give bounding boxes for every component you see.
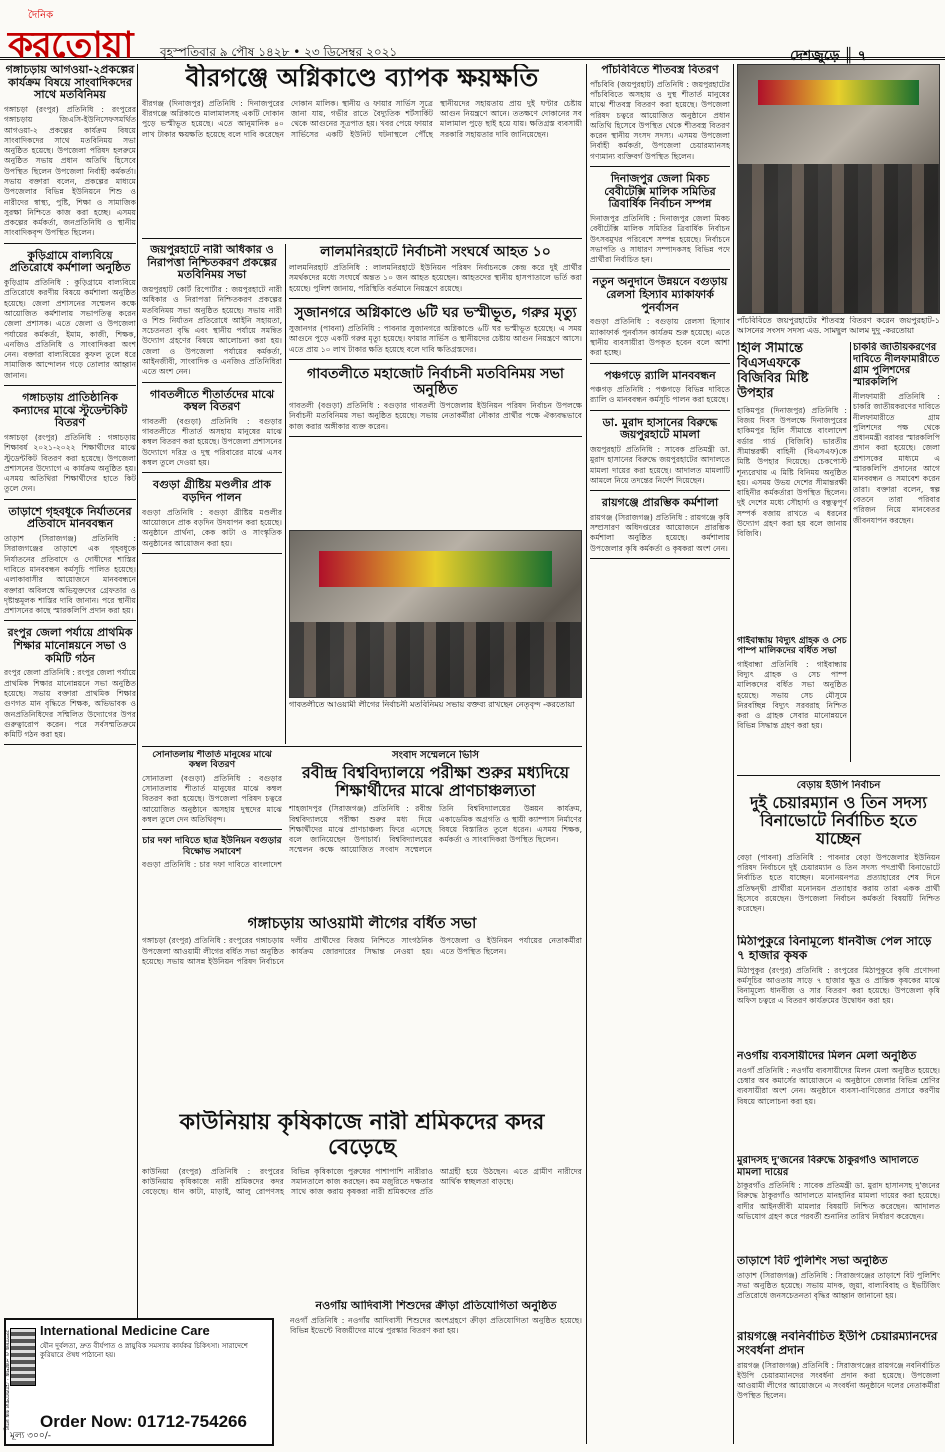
gangachara-story [142, 915, 582, 1105]
story-text: গঙ্গাচড়া (রংপুর) প্রতিনিধি : গঙ্গাচড়ায় শিক্ষাবর্ষ ২০২১-২০২২ শিক্ষার্থীদের মাঝে স্টুডেন্টকিট বিতরণ করা হয়েছে। উপজেলা প্রশাসনের উদ্যোগে এ কার্যক্রম অনুষ্ঠিত হয়। এসময় অতিথিরা শিক্ষার্থীদের হাতে কিট তুলে দেন। [4, 432, 136, 494]
newspaper-logo: করতোয়া [8, 25, 133, 66]
story-text: জয়পুরহাট প্রতিনিধি : সাবেক প্রতিমন্ত্রী ডা. মুরাদ হাসানের বিরুদ্ধে জয়পুরহাটের আদালতে মামলা দায়ের করা হয়েছে। আদালত মামলাটি আমলে নিয়ে তদন্তের নির্দেশ দিয়েছেন। [590, 445, 730, 485]
col3-stories [289, 244, 582, 437]
winter-clothes-photo [737, 64, 940, 314]
tarash-story [737, 1255, 940, 1325]
story-text: লালমনিরহাট প্রতিনিধি : লালমনিরহাটে ইউনিয়ন পরিষদ নির্বাচনকে কেন্দ্র করে দুই প্রার্থীর সমর্থকদের মধ্যে সংঘর্ষে অন্তত ১০ জন আহত হয়েছেন। আহতদের স্থানীয় হাসপাতালে ভর্তি করা হয়েছে। পুলিশ জানায়, পরিস্থিতি বর্তমানে নিয়ন্ত্রণে রয়েছে। [289, 263, 582, 293]
col1-stories [4, 64, 136, 745]
bera-story [737, 780, 940, 930]
story-headline: পঞ্চগড়ে র‌্যালি মানববন্ধন [604, 368, 716, 382]
naogaon-sports-text: নওগাঁ প্রতিনিধি : নওগাঁয় আদিবাসী শিশুদের অংশগ্রহণে ক্রীড়া প্রতিযোগিতা অনুষ্ঠিত হয়েছে। বিভিন্ন ইভেন্টে বিজয়ীদের মাঝে পুরস্কার বিতরণ করা হয়। [290, 1315, 582, 1335]
story-headline: গাবতলীতে শীতার্তদের মাঝে কম্বল বিতরণ [149, 387, 275, 414]
story [590, 276, 730, 363]
hili-text: হাকিমপুর (দিনাজপুর) প্রতিনিধি : বিজয় দিবস উপলক্ষে দিনাজপুরের হাকিমপুর হিলি সীমান্তে বাংলাদেশ বর্ডার গার্ড (বিজিবি) ভারতীয় সীমান্তরক্ষী বাহিনী (বিএসএফ)কে মিষ্টি উপহার দিয়েছে। চেকপোস্ট শূন্যরেখায় এ মিষ্টি বিনিময় অনুষ্ঠিত হয়। এসময় উভয় দেশের সীমান্তরক্ষী বাহিনীর কর্মকর্তারা উপস্থিত ছিলেন। দুই দেশের মধ্যে সৌহার্দ্য ও বন্ধুত্বপূর্ণ সম্পর্ক বজায় রাখতে এ ধরনের উদ্যোগ গ্রহণ করা হয় বলে জানায় বিজিবি। [737, 405, 847, 539]
story-text: বগুড়া প্রতিনিধি : চার দফা দাবিতে বাংলাদেশ [142, 859, 282, 869]
story-text: গাবতলী (বগুড়া) প্রতিনিধি : বগুড়ার গাবতলী উপজেলায় ইউনিয়ন পরিষদ নির্বাচন উপলক্ষে নির্বাচনী মতবিনিময় সভা অনুষ্ঠিত হয়েছে। সভায় নেতাকর্মীরা নৌকার প্রার্থীর পক্ষে ঐক্যবদ্ধভাবে কাজ করার অঙ্গীকার ব্যক্ত করেন। [289, 401, 582, 431]
story [4, 250, 136, 386]
story [590, 64, 730, 167]
story-headline: পাঁচবিবিতে শীতবস্ত্র বিতরণ [601, 64, 719, 76]
story-text: বগুড়া প্রতিনিধি : বগুড়ায় রেলসা হিস্যাব ম্যাকাফার্ক পুনর্বাসন কার্যক্রম শুরু হয়েছে। এতে স্থানীয় ব্যবসায়ীরা উপকৃত হবেন বলে আশা করা হচ্ছে। [590, 317, 730, 358]
kaunia-headline: কাউনিয়ায় কৃষিকাজে নারী শ্রমিকদের কদর বেড়েছে [179, 1110, 545, 1161]
page-number: ৭ [857, 48, 867, 64]
story [4, 64, 136, 244]
story [142, 389, 282, 474]
imprint-line: সম্পাদক ও প্রকাশক : মোজাম্মেল হক লালু [3, 1330, 10, 1431]
press-text: শাহজাদপুর (সিরাজগঞ্জ) প্রতিনিধি : রবীন্দ্র বিশ্ববিদ্যালয়ে পরীক্ষা শুরুর মধ্য দিয়ে শিক্ষার্থীদের মাঝে প্রাণচাঞ্চল্য ফিরে এসেছে বলে জানিয়েছেন উপাচার্য। বিশ্ববিদ্যালয়ের সম্মেলন কক্ষে আয়োজিত সংবাদ সম্মেলনে তিনি বিশ্ববিদ্যালয়ের উন্নয়ন কার্যক্রম, একাডেমিক অগ্রগতি ও স্থায়ী ক্যাম্পাস নির্মাণের বিষয়ে বিস্তারিত তুলে ধরেন। এসময় শিক্ষক, কর্মকর্তা ও সাংবাদিকরা উপস্থিত ছিলেন। [289, 804, 582, 855]
dateline: বৃহস্পতিবার ৯ পৌষ ১৪২৮ • ২৩ ডিসেম্বর ২০২১ [160, 45, 398, 59]
column-3 [289, 244, 582, 519]
story-text: গঙ্গাচড়া (রংপুর) প্রতিনিধি : রংপুরের গঙ্গাচড়ায় জিএসি-ইউনিসেফসমর্থিত আগওয়া-২ প্রকল্পের কার্যক্রম বিষয়ে সাংবাদিকদের সাথে মতবিনিময় সভা অনুষ্ঠিত হয়েছে। উপজেলা পরিষদ হলরুমে অনুষ্ঠিত সভায় প্রধান অতিথি হিসেবে উপস্থিত ছিলেন উপজেলা নির্বাহী কর্মকর্তা। সভায় বক্তারা বলেন, প্রকল্পের মাধ্যমে উপজেলার বিভিন্ন ইউনিয়নে শিশু ও নারীদের স্বাস্থ্য, পুষ্টি, শিক্ষা ও সামাজিক সুরক্ষা নিশ্চিতে কাজ করা হচ্ছে। এসময় প্রকল্পের কর্মকর্তা, জনপ্রতিনিধি ও স্থানীয় সাংবাদিকবৃন্দ উপস্থিত ছিলেন। [4, 104, 136, 238]
story [289, 305, 582, 360]
section-name: দেশজুড়ে ║ ৭ [790, 48, 867, 64]
story-headline: তাড়াশে গৃহবধূকে নির্যাতনের প্রতিবাদে মানববন্ধন [8, 504, 132, 531]
gaibandha-text: গাইবান্ধা প্রতিনিধি : গাইবান্ধায় বিদ্যুৎ গ্রাহক ও সেচ পাম্প মালিকদের বর্ধিত সভা অনুষ্ঠিত হয়েছে। সভায় সেচ মৌসুমে নিরবচ্ছিন্ন বিদ্যুৎ সরবরাহ নিশ্চিত করা ও গ্রাহক সেবার মানোন্নয়নে বিভিন্ন সিদ্ধান্ত গ্রহণ করা হয়। [737, 659, 847, 731]
story [142, 244, 282, 383]
story-headline: রংপুর জেলা পর্যায়ে প্রাথমিক শিক্ষার মানোন্নয়নে সভা ও কমিটি গঠন [7, 626, 133, 665]
kaunia-text: কাউনিয়া (রংপুর) প্রতিনিধি : রংপুরের কাউনিয়ায় কৃষিকাজে নারী শ্রমিকদের কদর বেড়েছে। ধান কাটা, মাড়াই, আলু রোপণসহ বিভিন্ন কৃষিকাজে পুরুষের পাশাপাশি নারীরাও সমানতালে কাজ করছেন। কম মজুরিতে দক্ষতার সাথে কাজ করায় কৃষকরা নারী শ্রমিকদের প্রতি আগ্রহী হয়ে উঠছেন। এতে গ্রামীণ নারীদের আর্থিক স্বচ্ছলতা বাড়ছে। [142, 1166, 582, 1197]
thakurgaon-story [737, 1155, 940, 1250]
story [590, 497, 730, 559]
chakri-story [853, 342, 940, 762]
bera-kicker: বেড়ায় ইউপি নির্বাচন [796, 780, 881, 791]
press-conference-story [289, 750, 582, 910]
medicine-advertisement [4, 1318, 274, 1446]
mithapukur-text: মিঠাপুকুর (রংপুর) প্রতিনিধি : রংপুরের মিঠাপুকুরে কৃষি প্রণোদনা কর্মসূচির আওতায় সাড়ে ৭ হাজার ক্ষুদ্র ও প্রান্তিক কৃষকের মাঝে বিনামূল্যে ধানবীজ ও সার বিতরণ করা হয়েছে। উপজেলা কৃষি অফিস চত্বরে এ বিতরণ কার্যক্রমের উদ্বোধন করা হয়। [737, 965, 940, 1006]
story-text: পঞ্চগড় প্রতিনিধি : পঞ্চগড়ে বিভিন্ন দাবিতে র‌্যালি ও মানববন্ধন কর্মসূচি পালন করা হয়েছে। [590, 385, 730, 405]
lead-text: বীরগঞ্জ (দিনাজপুর) প্রতিনিধি : দিনাজপুরের বীরগঞ্জে অগ্নিকাণ্ডে মালামালসহ একটি দোকান পুড়ে ভস্মীভূত হয়েছে। এতে আনুমানিক ৪০ লাখ টাকার ক্ষয়ক্ষতি হয়েছে বলে দাবি করেছেন দোকান মালিক। স্থানীয় ও ফায়ার সার্ভিস সূত্রে জানা যায়, গভীর রাতে বৈদ্যুতিক শর্টসার্কিট থেকে আগুনের সূত্রপাত হয়। খবর পেয়ে ফায়ার সার্ভিসের একটি ইউনিট ঘটনাস্থলে পৌঁছে স্থানীয়দের সহায়তায় প্রায় দুই ঘণ্টার চেষ্টায় আগুন নিয়ন্ত্রণে আনে। ততক্ষণে দোকানের সব মালামাল পুড়ে ছাই হয়ে যায়। ক্ষতিগ্রস্ত ব্যবসায়ী সরকারি সহায়তার দাবি জানিয়েছেন। [142, 98, 582, 139]
story-headline: বগুড়া গ্রীষ্টিয় মণ্ডলীর প্রাক বড়দিন পালন [153, 478, 271, 504]
naogaon-sports-story [290, 1300, 582, 1448]
ad-order-phone[interactable]: Order Now: 01712-754266 [40, 1412, 247, 1431]
ad-title: International Medicine Care [40, 1323, 210, 1338]
col4-stories [590, 64, 730, 559]
press-headline: রবীন্দ্র বিশ্ববিদ্যালয়ে পরীক্ষা শুরুর মধ্যদিয়ে শিক্ষার্থীদের মাঝে প্রাণচাঞ্চল্যতা [301, 762, 570, 800]
gaibandha-headline: গাইবান্ধায় বিদ্যুৎ গ্রাহক ও সেচ পাম্প মালিকদের বর্ধিত সভা [737, 636, 847, 657]
bera-text: বেড়া (পাবনা) প্রতিনিধি : পাবনার বেড়া উপজেলার ইউনিয়ন পরিষদ নির্বাচনে দুই চেয়ারম্যান ও তিন সদস্য পদপ্রার্থী বিনাভোটে নির্বাচিত হতে যাচ্ছেন। মনোনয়নপত্র প্রত্যাহারের শেষ দিনে প্রতিদ্বন্দ্বী প্রার্থীরা মনোনয়ন প্রত্যাহার করায় তারা একক প্রার্থী হিসেবে রয়েছেন। উপজেলা নির্বাচন কর্মকর্তা বিষয়টি নিশ্চিত করেছেন। [737, 852, 940, 914]
story [142, 750, 282, 830]
story-headline: দিনাজপুর জেলা মিকচ বেবীটেক্সি মালিক সমিতির ত্রিবার্ষিক নির্বাচন সম্পন্ন [604, 172, 716, 211]
story [4, 627, 136, 745]
bera-headline: দুই চেয়ারম্যান ও তিন সদস্য বিনাভোটে নির্বাচিত হতে যাচ্ছেন [750, 792, 927, 849]
ad-body: যৌন দুর্বলতা, দ্রুত বীর্যপাত ও স্নায়ুবিক সমস্যায় কার্যকর চিকিৎসা। সারাদেশে কুরিয়ারে ঔষধ পাঠানো হয়। [40, 1342, 248, 1359]
tarash-headline: তাড়াশে বিট পুলিশিং সভা অনুষ্ঠিত [737, 1255, 888, 1267]
hili-story [737, 342, 847, 632]
story-text: সুজানগর (পাবনা) প্রতিনিধি : পাবনার সুজানগরে অগ্নিকাণ্ডে ৬টি ঘর ভস্মীভূত হয়েছে। এ সময় আগুনে পুড়ে একটি গরুর মৃত্যু হয়েছে। ফায়ার সার্ভিস ও স্থানীয়দের চেষ্টায় আগুন নিয়ন্ত্রণে আসে। এতে প্রায় ১০ লাখ টাকার ক্ষতি হয়েছে বলে দাবি ক্ষতিগ্রস্তদের। [289, 324, 582, 354]
gaibandha-story [737, 636, 847, 756]
story [289, 244, 582, 299]
press-kicker: সংবাদ সম্মেলনে ভিসি [392, 750, 479, 761]
col2-lower-stories [142, 750, 282, 870]
naogaon-mela-text: নওগাঁ প্রতিনিধি : নওগাঁয় ব্যবসায়ীদের মিলন মেলা অনুষ্ঠিত হয়েছে। চেম্বার অব কমার্সের আয়োজনে এ অনুষ্ঠানে জেলার বিভিন্ন শ্রেণির ব্যবসায়ীরা অংশ নেন। অনুষ্ঠানে ব্যবসা-বাণিজ্যের প্রসারে করণীয় বিষয়ে আলোচনা করা হয়। [737, 1065, 940, 1106]
story-text: তাড়াশ (সিরাজগঞ্জ) প্রতিনিধি : সিরাজগঞ্জের তাড়াশে এক গৃহবধূকে নির্যাতনের প্রতিবাদে ও দোষীদের শাস্তির দাবিতে মানববন্ধন কর্মসূচি পালিত হয়েছে। এলাকাবাসীর আয়োজনে মানববন্ধনে বক্তারা অবিলম্বে অভিযুক্তদের গ্রেফতার ও দৃষ্টান্তমূলক শাস্তির দাবি জানান। পরে স্থানীয় প্রশাসনের কাছে স্মারকলিপি প্রদান করা হয়। [4, 534, 136, 616]
story-headline: সোনাতলায় শীতার্ত মানুষের মাঝে কম্বল বিতরণ [152, 750, 272, 771]
story-headline: সুজানগরে অগ্নিকাণ্ডে ৬টি ঘর ভস্মীভূত, গরুর মৃত্যু [294, 304, 577, 321]
column-4 [590, 64, 730, 1444]
naogaon-mela-story [737, 1050, 940, 1150]
gangachara-text: গঙ্গাচড়া (রংপুর) প্রতিনিধি : রংপুরের গঙ্গাচড়ায় উপজেলা আওয়ামী লীগের বর্ধিত সভা অনুষ্ঠিত হয়েছে। সভায় আসন্ন ইউনিয়ন পরিষদ নির্বাচনে দলীয় প্রার্থীদের বিজয় নিশ্চিতে সাংগঠনিক কার্যক্রম জোরদারের সিদ্ধান্ত নেওয়া হয়। উপজেলা ও ইউনিয়ন পর্যায়ের নেতাকর্মীরা এতে উপস্থিত ছিলেন। [142, 936, 582, 966]
thakurgaon-text: ঠাকুরগাঁও প্রতিনিধি : সাবেক প্রতিমন্ত্রী ডা. মুরাদ হাসানসহ দু'জনের বিরুদ্ধে ঠাকুরগাঁও আদালতে মানহানির মামলা দায়ের করা হয়েছে। বাদীর আইনজীবী মামলার বিষয়টি নিশ্চিত করেছেন। আদালত অভিযোগ গ্রহণ করে পরবর্তী শুনানির তারিখ নির্ধারণ করেছেন। [737, 1181, 940, 1221]
story-text: দিনাজপুর প্রতিনিধি : দিনাজপুর জেলা মিকচ বেবীটেক্সি মালিক সমিতির ত্রিবার্ষিক নির্বাচন উৎসবমুখর পরিবেশে সম্পন্ন হয়েছে। নির্বাচনে সভাপতি ও সাধারণ সম্পাদকসহ বিভিন্ন পদে প্রার্থীরা নির্বাচিত হন। [590, 213, 730, 265]
mithapukur-headline: মিঠাপুকুরে বিনামূল্যে ধানবীজ পেল সাড়ে ৭ হাজার কৃষক [737, 935, 932, 962]
ad-price: মূল্য ৩০০/- [10, 1431, 52, 1441]
tarash-text: তাড়াশ (সিরাজগঞ্জ) প্রতিনিধি : সিরাজগঞ্জের তাড়াশে বিট পুলিশিং সভা অনুষ্ঠিত হয়েছে। সভায় মাদক, জুয়া, বাল্যবিবাহ ও ইভটিজিং প্রতিরোধে জনসচেতনতা বৃদ্ধির আহ্বান জানানো হয়। [737, 1270, 940, 1301]
story-headline: কুড়িগ্রামে বাল্যবিয়ে প্রতিরোধে কর্মশালা অনুষ্ঠিত [9, 248, 131, 275]
raiganj-story [737, 1330, 940, 1448]
naogaon-sports-headline: নওগাঁয় আদিবাসী শিশুদের ক্রীড়া প্রতিযোগিতা অনুষ্ঠিত [315, 1300, 557, 1312]
story [289, 366, 582, 437]
col2-stories [142, 244, 282, 554]
column-2 [142, 244, 282, 744]
raiganj-headline: রায়গঞ্জে নবনির্বাচিত ইউপি চেয়ারম্যানদের সংবর্ধনা প্রদান [737, 1330, 938, 1357]
lead-headline: বীরগঞ্জে অগ্নিকাণ্ডে ব্যাপক ক্ষয়ক্ষতি [185, 64, 539, 92]
meeting-photo-caption: গাবতলীতে আওয়ামী লীগের নির্বাচনী মতবিনিময় সভায় বক্তব্য রাখছেন নেতৃবৃন্দ -করতোয়া [289, 700, 575, 709]
mithapukur-story [737, 935, 940, 1045]
raiganj-text: রায়গঞ্জ (সিরাজগঞ্জ) প্রতিনিধি : সিরাজগঞ্জের রায়গঞ্জে নবনির্বাচিত ইউপি চেয়ারম্যানদের সংবর্ধনা প্রদান করা হয়েছে। উপজেলা আওয়ামী লীগের আয়োজনে এ সংবর্ধনা অনুষ্ঠানে দলের নেতাকর্মীরা উপস্থিত ছিলেন। [737, 1360, 940, 1401]
story-headline: রায়গঞ্জে প্রারম্ভিক কর্মশালা [601, 496, 719, 510]
lead-story [142, 64, 582, 234]
story-text: রংপুর জেলা প্রতিনিধি : রংপুর জেলা পর্যায়ে প্রাথমিক শিক্ষার মানোন্নয়নে সভা অনুষ্ঠিত হয়েছে। সভায় বক্তারা প্রাথমিক শিক্ষার গুণগত মান বৃদ্ধিতে শিক্ষক, অভিভাবক ও জনপ্রতিনিধিদের সম্মিলিত উদ্যোগের উপর গুরুত্বারোপ করেন। পরে সর্বসম্মতিক্রমে কমিটি গঠন করা হয়। [4, 668, 136, 740]
story [4, 506, 136, 622]
masthead [0, 0, 945, 66]
story [590, 417, 730, 491]
story-headline: গঙ্গাচড়ায় প্রাতিষ্ঠানিক কন্যাদের মাঝে স্টুডেন্টকিট বিতরণ [12, 391, 128, 430]
story-text: গাবতলী (বগুড়া) প্রতিনিধি : বগুড়ার গাবতলীতে শীতার্ত অসহায় মানুষের মাঝে কম্বল বিতরণ করা হয়েছে। উপজেলা প্রশাসনের উদ্যোগে দরিদ্র ও দুস্থ পরিবারের মাঝে এসব কম্বল তুলে দেওয়া হয়। [142, 416, 282, 468]
story-text: সোনাতলা (বগুড়া) প্রতিনিধি : বগুড়ার সোনাতলায় শীতার্ত মানুষের মাঝে কম্বল বিতরণ করা হয়েছে। উপজেলা পরিষদ চত্বরে আয়োজিত অনুষ্ঠানে অসহায় দুস্থদের মাঝে কম্বল তুলে দেন অতিথিবৃন্দ। [142, 773, 282, 824]
meeting-photo [289, 530, 582, 698]
naogaon-mela-headline: নওগাঁয় ব্যবসায়ীদের মিলন মেলা অনুষ্ঠিত [737, 1050, 917, 1062]
story [142, 479, 282, 553]
story-headline: চার দফা দাবিতে ছাত্র ইউনিয়ন বগুড়ার বিক্ষোভ সমাবেশ [142, 836, 282, 857]
story-headline: জয়পুরহাটে নারী অধিকার ও নিরাপত্তা নিশ্চিতকরণ প্রকল্পের মতবিনিময় সভা [147, 244, 277, 282]
story-headline: নতুন অনুদানে উন্নয়নে বগুড়ায় রেলসা হিস্যাব ম্যাকাফার্ক পুনর্বাসন [592, 275, 728, 314]
story [590, 370, 730, 411]
medicine-box-icon [10, 1328, 36, 1386]
story-headline: গঙ্গাচড়ায় আগওয়া-২প্রকল্পের কার্যক্রম বিষয়ে সাংবাদিকদের সাথে মতবিনিময় [5, 64, 135, 102]
kaunia-story [142, 1110, 582, 1260]
story [142, 836, 282, 870]
thakurgaon-headline: মুরাদসহ দু'জনের বিরুদ্ধে ঠাকুরগাঁও আদালতে মামলা দায়ের [737, 1155, 919, 1178]
chakri-headline: চাকরি জাতীয়করণের দাবিতে নীলফামারীতে গ্রাম পুলিশদের স্মারকলিপি [853, 342, 940, 388]
story-headline: লালমনিরহাটে নির্বাচনী সংঘর্ষে আহত ১০ [320, 244, 551, 260]
column-1 [4, 64, 136, 1314]
story-headline: গাবতলীতে মহাজোট নির্বাচনী মতবিনিময় সভা অনুষ্ঠিত [307, 365, 564, 399]
story-text: জয়পুরহাট কোর্ট রিপোর্টার : জয়পুরহাটে নারী অধিকার ও নিরাপত্তা নিশ্চিতকরণ প্রকল্পের মতবিনিময় সভা অনুষ্ঠিত হয়েছে। সভায় নারী ও শিশু নির্যাতন প্রতিরোধে আইনি সহায়তা, সচেতনতা বৃদ্ধি এবং স্থানীয় পর্যায়ে সমন্বিত উদ্যোগ গ্রহণের বিষয়ে আলোচনা করা হয়। জেলা ও উপজেলা পর্যায়ের কর্মকর্তা, আইনজীবী, সাংবাদিক ও এনজিও প্রতিনিধিরা এতে অংশ নেন। [142, 284, 282, 377]
winter-photo-caption: পাঁচবিবিতে জয়পুরহাটের শীতবস্ত্র বিতরণ করেন জয়পুরহাট-১ আসনের সংসদ সদস্য এড. সামছুল আলম দুদু -করতোয়া [737, 316, 940, 335]
logo-prefix: দৈনিক [28, 10, 54, 21]
hili-headline: হিলি সীমান্তে বিএসএফকে বিজিবির মিষ্টি উপহার [737, 342, 809, 401]
story [4, 392, 136, 500]
story-text: বগুড়া প্রতিনিধি : বগুড়া খ্রীষ্টিয় মণ্ডলীর আয়োজনে প্রাক বড়দিন উদযাপন করা হয়েছে। অনুষ্ঠানে প্রার্থনা, কেক কাটা ও সাংস্কৃতিক অনুষ্ঠানের আয়োজন করা হয়। [142, 507, 282, 548]
story-text: পাঁচবিবি (জয়পুরহাট) প্রতিনিধি : জয়পুরহাটের পাঁচবিবিতে অসহায় ও দুস্থ শীতার্ত মানুষের মাঝে শীতবস্ত্র বিতরণ করা হয়েছে। উপজেলা পরিষদ চত্বরে আয়োজিত অনুষ্ঠানে প্রধান অতিথি হিসেবে উপস্থিত থেকে শীতবস্ত্র বিতরণ করেন স্থানীয় সংসদ সদস্য। এসময় উপজেলা নির্বাহী কর্মকর্তা, উপজেলা চেয়ারম্যানসহ গণ্যমান্য ব্যক্তিবর্গ উপস্থিত ছিলেন। [590, 79, 730, 161]
story-headline: ডা. মুরাদ হাসানের বিরুদ্ধে জয়পুরহাটে মামলা [602, 415, 718, 442]
story-text: রায়গঞ্জ (সিরাজগঞ্জ) প্রতিনিধি : রায়গঞ্জে কৃষি সম্প্রসারণ অধিদপ্তরের আয়োজনে প্রারম্ভিক কর্মশালা অনুষ্ঠিত হয়েছে। কর্মশালায় উপজেলার কৃষি কর্মকর্তা ও কৃষকরা অংশ নেন। [590, 512, 730, 553]
col2-lower [142, 750, 282, 870]
chakri-text: নীলফামারী প্রতিনিধি : চাকরি জাতীয়করণের দাবিতে নীলফামারীতে গ্রাম পুলিশদের পক্ষ থেকে প্রধানমন্ত্রী বরাবর স্মারকলিপি প্রদান করা হয়েছে। জেলা প্রশাসকের মাধ্যমে এ স্মারকলিপি প্রদানের আগে মানববন্ধন ও সমাবেশ করেন তারা। বক্তারা বলেন, স্বল্প বেতনে তারা পরিবার পরিজন নিয়ে মানবেতর জীবনযাপন করছেন। [853, 392, 940, 525]
story [590, 173, 730, 270]
story-text: কুড়িগ্রাম প্রতিনিধি : কুড়িগ্রামে বাল্যবিয়ে প্রতিরোধে করণীয় বিষয়ে কর্মশালা অনুষ্ঠিত হয়েছে। জেলা প্রশাসনের সম্মেলন কক্ষে আয়োজিত কর্মশালায় সভাপতিত্ব করেন জেলা প্রশাসক। এতে জেলা ও উপজেলা পর্যায়ের কর্মকর্তা, ইমাম, কাজী, শিক্ষক, এনজিও প্রতিনিধি ও সাংবাদিকরা অংশ নেন। বক্তারা বাল্যবিয়ের কুফল তুলে ধরে সামাজিক আন্দোলন গড়ে তোলার আহ্বান জানান। [4, 278, 136, 380]
gangachara-headline: গঙ্গাচড়ায় আওয়ামী লীগের বর্ধিত সভা [247, 915, 477, 932]
